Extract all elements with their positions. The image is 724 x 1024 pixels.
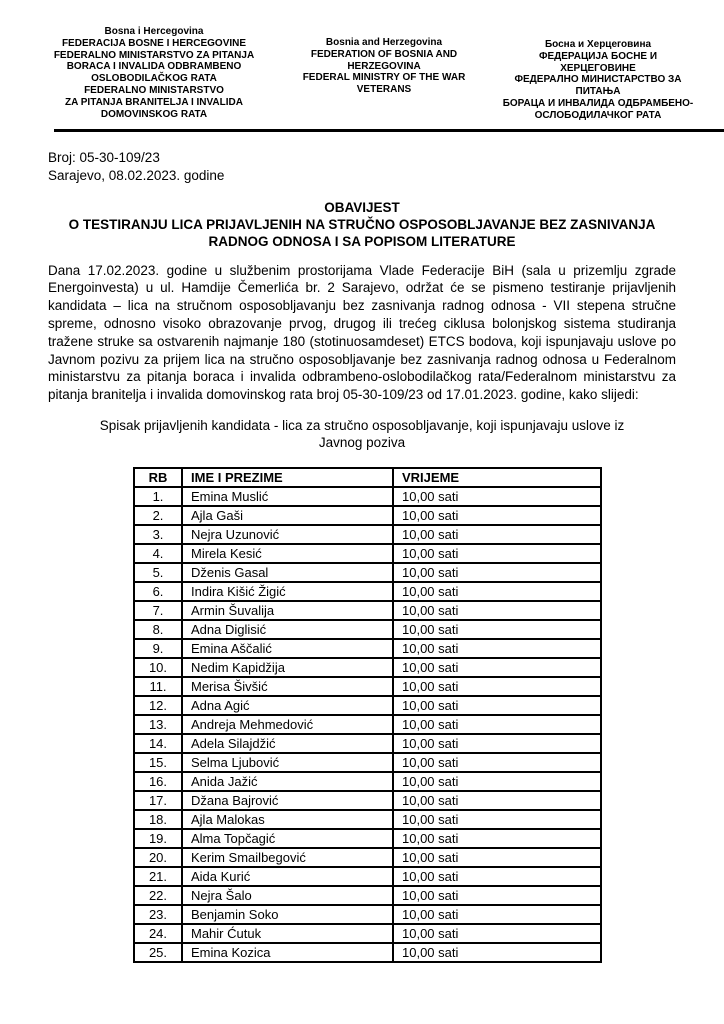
org-line: БОРАЦА И ИНВАЛИДА ОДБРАМБЕНО-: [502, 97, 694, 109]
cell-time: 10,00 sati: [393, 658, 601, 677]
cell-time: 10,00 sati: [393, 715, 601, 734]
table-row: [134, 525, 601, 544]
org-line: FEDERALNO MINISTARSTVO: [84, 84, 224, 96]
cell-name: Dženis Gasal: [182, 563, 393, 582]
org-line: ФЕДЕРАЛНО МИНИСТАРСТВО ЗА: [514, 74, 682, 86]
cell-rb: 16.: [134, 772, 182, 791]
cell-name: Anida Jažić: [182, 772, 393, 791]
cell-time: 10,00 sati: [393, 943, 601, 962]
cell-name: Džana Bajrović: [182, 791, 393, 810]
cell-time: 10,00 sati: [393, 677, 601, 696]
cell-time: 10,00 sati: [393, 791, 601, 810]
cell-time: 10,00 sati: [393, 772, 601, 791]
cell-name: Nedim Kapidžija: [182, 658, 393, 677]
table-row: [134, 620, 601, 639]
letterhead-divider: [54, 129, 724, 132]
cell-time: 10,00 sati: [393, 848, 601, 867]
cell-time: 10,00 sati: [393, 601, 601, 620]
cell-rb: 6.: [134, 582, 182, 601]
org-line: VETERANS: [356, 84, 412, 96]
cell-name: Indira Kišić Žigić: [182, 582, 393, 601]
cell-name: Benjamin Soko: [182, 905, 393, 924]
doc-info: [48, 149, 724, 185]
cell-time: 10,00 sati: [393, 544, 601, 563]
column-header-time: VRIJEME: [393, 468, 601, 487]
table-row: [134, 772, 601, 791]
cell-rb: 22.: [134, 886, 182, 905]
cell-rb: 23.: [134, 905, 182, 924]
cell-time: 10,00 sati: [393, 829, 601, 848]
cell-rb: 14.: [134, 734, 182, 753]
cell-time: 10,00 sati: [393, 563, 601, 582]
cell-rb: 13.: [134, 715, 182, 734]
cell-name: Merisa Šivšić: [182, 677, 393, 696]
cell-rb: 17.: [134, 791, 182, 810]
letterhead: [0, 0, 724, 122]
table-row: [134, 753, 601, 772]
cell-time: 10,00 sati: [393, 487, 601, 506]
table-row: [134, 943, 601, 962]
cell-name: Adela Silajdžić: [182, 734, 393, 753]
list-title-line1: Spisak prijavljenih kandidata - lica za stručno osposobljavanje, koji ispunjavaju uslove iz: [99, 417, 625, 433]
cell-name: Alma Topčagić: [182, 829, 393, 848]
cell-time: 10,00 sati: [393, 734, 601, 753]
org-line: DOMOVINSKOG RATA: [100, 108, 208, 120]
table-row: [134, 810, 601, 829]
table-row: [134, 924, 601, 943]
table-row: [134, 696, 601, 715]
org-line: FEDERALNO MINISTARSTVO ZA PITANJA: [53, 49, 255, 61]
cell-name: Andreja Mehmedović: [182, 715, 393, 734]
column-header-name: IME I PREZIME: [182, 468, 393, 487]
cell-time: 10,00 sati: [393, 753, 601, 772]
cell-rb: 11.: [134, 677, 182, 696]
cell-rb: 21.: [134, 867, 182, 886]
cell-rb: 20.: [134, 848, 182, 867]
cell-time: 10,00 sati: [393, 867, 601, 886]
cell-time: 10,00 sati: [393, 924, 601, 943]
cell-time: 10,00 sati: [393, 525, 601, 544]
table-row: [134, 791, 601, 810]
table-row: [134, 715, 601, 734]
cell-name: Ajla Gaši: [182, 506, 393, 525]
table-row: [134, 867, 601, 886]
org-line: BORACA I INVALIDA ODBRAMBENO: [66, 61, 242, 73]
org-line: FEDERAL MINISTRY OF THE WAR: [302, 72, 466, 84]
cell-rb: 5.: [134, 563, 182, 582]
candidates-table: [133, 467, 602, 963]
cell-rb: 2.: [134, 506, 182, 525]
org-line: ОСЛОБОДИЛАЧКОГ РАТА: [534, 109, 662, 121]
cell-rb: 18.: [134, 810, 182, 829]
cell-name: Adna Agić: [182, 696, 393, 715]
cell-rb: 19.: [134, 829, 182, 848]
cell-name: Emina Kozica: [182, 943, 393, 962]
cell-name: Adna Diglisić: [182, 620, 393, 639]
org-line: Босна и Херцеговина: [544, 39, 652, 50]
org-line: ПИТАЊА: [575, 86, 621, 98]
cell-rb: 3.: [134, 525, 182, 544]
cell-rb: 10.: [134, 658, 182, 677]
org-line: ZA PITANJA BRANITELJA I INVALIDA: [65, 96, 243, 108]
cell-time: 10,00 sati: [393, 620, 601, 639]
list-title: [0, 417, 724, 452]
cell-rb: 12.: [134, 696, 182, 715]
cell-name: Nejra Uzunović: [182, 525, 393, 544]
cell-time: 10,00 sati: [393, 810, 601, 829]
org-block-english: [292, 26, 476, 96]
cell-rb: 9.: [134, 639, 182, 658]
cell-rb: 15.: [134, 753, 182, 772]
org-line: Bosna i Hercegovina: [104, 26, 204, 37]
org-line: Bosnia and Herzegovina: [325, 37, 443, 48]
org-block-cyrillic: [482, 26, 714, 122]
column-header-rb: RB: [134, 468, 182, 487]
cell-name: Kerim Smailbegović: [182, 848, 393, 867]
cell-time: 10,00 sati: [393, 696, 601, 715]
cell-name: Ajla Malokas: [182, 810, 393, 829]
org-line: FEDERACIJA BOSNE I HERCEGOVINE: [61, 37, 247, 49]
cell-time: 10,00 sati: [393, 905, 601, 924]
cell-name: Mirela Kesić: [182, 544, 393, 563]
notice-body: Dana 17.02.2023. godine u službenim prostorijama Vlade Federacije BiH (sala u prizemlju zgrade Energoinvesta) u ul. Hamdije Čemerlića br. 2 Sarajevo, održat će se pismeno testiranje prijavljenih kandidata – lica na stručnom osposobljavanju bez zasnivanja radnog odnosa - VII stepena stručne spreme, odnosno visoko obrazovanje prvog, drugog ili trećeg ciklusa bolonjskog sistema studiranja tražene struke sa ostvarenih najmanje 180 (stotinuosamdeset) ETCS bodova, koji ispunjavaju uslove po Javnom pozivu za prijem lica na stručno osposobljavanje bez zasnivanja radnog odnosa u Federalnom ministarstvu za pitanja boraca i invalida odbrambeno-oslobodilačkog rata/Federalnom ministarstvu za pitanja branitelja i invalida domovinskog rata broj 05-30-109/23 od 17.01.2023. godine, kako slijedi:: [48, 262, 676, 403]
cell-name: Emina Muslić: [182, 487, 393, 506]
table-row: [134, 886, 601, 905]
org-line: ХЕРЦЕГОВИНЕ: [560, 62, 636, 74]
cell-rb: 25.: [134, 943, 182, 962]
table-row: [134, 487, 601, 506]
org-line: ФЕДЕРАЦИЈА БОСНЕ И: [538, 50, 658, 62]
cell-name: Aida Kurić: [182, 867, 393, 886]
doc-number: Broj: 05-30-109/23: [48, 149, 160, 165]
table-row: [134, 658, 601, 677]
notice-subtitle-line1: O TESTIRANJU LICA PRIJAVLJENIH NA STRUČNO OSPOSOBLJAVANJE BEZ ZASNIVANJA: [68, 216, 656, 232]
org-line: FEDERATION OF BOSNIA AND: [310, 48, 458, 60]
table-row: [134, 639, 601, 658]
list-title-line2: Javnog poziva: [318, 435, 406, 451]
notice-subtitle-line2: RADNOG ODNOSA I SA POPISOM LITERATURE: [208, 233, 516, 249]
table-row: [134, 601, 601, 620]
cell-name: Selma Ljubović: [182, 753, 393, 772]
cell-time: 10,00 sati: [393, 639, 601, 658]
org-line: OSLOBODILAČKOG RATA: [91, 73, 217, 85]
table-row: [134, 734, 601, 753]
cell-time: 10,00 sati: [393, 506, 601, 525]
cell-name: Nejra Šalo: [182, 886, 393, 905]
cell-rb: 4.: [134, 544, 182, 563]
doc-place-date: Sarajevo, 08.02.2023. godine: [48, 167, 225, 183]
table-header-row: [134, 468, 601, 487]
cell-rb: 7.: [134, 601, 182, 620]
cell-time: 10,00 sati: [393, 582, 601, 601]
notice-title: OBAVIJEST: [324, 199, 400, 215]
cell-name: Emina Aščalić: [182, 639, 393, 658]
table-row: [134, 544, 601, 563]
table-row: [134, 677, 601, 696]
table-row: [134, 506, 601, 525]
table-row: [134, 563, 601, 582]
cell-name: Armin Šuvalija: [182, 601, 393, 620]
cell-rb: 1.: [134, 487, 182, 506]
org-block-bosnian: [40, 26, 268, 120]
cell-rb: 8.: [134, 620, 182, 639]
cell-name: Mahir Ćutuk: [182, 924, 393, 943]
notice-title-block: [0, 199, 724, 250]
table-row: [134, 582, 601, 601]
cell-rb: 24.: [134, 924, 182, 943]
cell-time: 10,00 sati: [393, 886, 601, 905]
table-row: [134, 848, 601, 867]
table-row: [134, 829, 601, 848]
org-line: HERZEGOVINA: [347, 60, 421, 72]
table-row: [134, 905, 601, 924]
